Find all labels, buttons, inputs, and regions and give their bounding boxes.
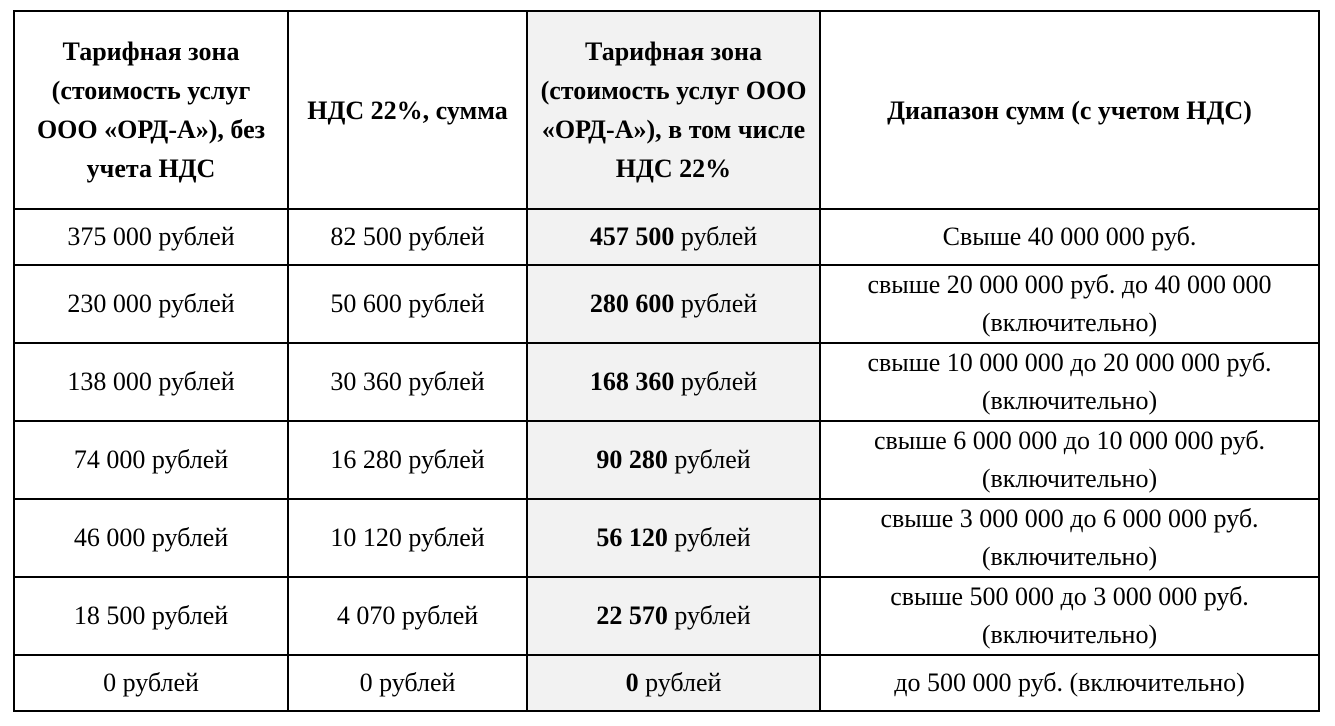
vat-amount-cell: 4 070 рублей	[288, 577, 527, 655]
net-price-cell: 46 000 рублей	[14, 499, 288, 577]
gross-price-unit: рублей	[667, 523, 751, 552]
amount-range-cell: до 500 000 руб. (включительно)	[820, 655, 1319, 711]
table-row	[14, 343, 1319, 421]
table-row	[14, 655, 1319, 711]
gross-price-value: 56 120	[596, 523, 668, 552]
gross-price-unit: рублей	[674, 222, 758, 251]
table-row	[14, 209, 1319, 265]
table-row	[14, 499, 1319, 577]
gross-price-value: 280 600	[589, 289, 675, 318]
amount-range-cell: свыше 6 000 000 до 10 000 000 руб. (включительно)	[820, 421, 1319, 499]
amount-range-cell: свыше 20 000 000 руб. до 40 000 000 (включительно)	[820, 265, 1319, 343]
header-gross-price: Тарифная зона (стоимость услуг ООО «ОРД-А»), в том числе НДС 22%	[527, 11, 820, 209]
net-price-cell: 230 000 рублей	[14, 265, 288, 343]
net-price-cell: 138 000 рублей	[14, 343, 288, 421]
gross-price-unit: рублей	[667, 445, 751, 474]
vat-amount-cell: 50 600 рублей	[288, 265, 527, 343]
gross-price-cell	[527, 209, 820, 265]
amount-range-cell: Свыше 40 000 000 руб.	[820, 209, 1319, 265]
table-row	[14, 265, 1319, 343]
net-price-cell: 18 500 рублей	[14, 577, 288, 655]
gross-price-unit: рублей	[638, 668, 722, 697]
vat-amount-cell: 16 280 рублей	[288, 421, 527, 499]
gross-price-value: 90 280	[596, 445, 668, 474]
gross-price-value: 457 500	[589, 222, 675, 251]
vat-amount-cell: 10 120 рублей	[288, 499, 527, 577]
vat-amount-cell: 30 360 рублей	[288, 343, 527, 421]
net-price-cell: 375 000 рублей	[14, 209, 288, 265]
gross-price-cell	[527, 421, 820, 499]
gross-price-unit: рублей	[674, 367, 758, 396]
gross-price-cell	[527, 499, 820, 577]
gross-price-cell	[527, 577, 820, 655]
tariff-table	[13, 10, 1320, 712]
table-header-row	[14, 11, 1319, 209]
gross-price-value: 22 570	[596, 601, 668, 630]
gross-price-value: 0	[625, 668, 639, 697]
header-net-price: Тарифная зона (стоимость услуг ООО «ОРД-А»), без учета НДС	[14, 11, 288, 209]
gross-price-cell	[527, 655, 820, 711]
amount-range-cell: свыше 500 000 до 3 000 000 руб. (включительно)	[820, 577, 1319, 655]
amount-range-cell: свыше 10 000 000 до 20 000 000 руб. (включительно)	[820, 343, 1319, 421]
gross-price-unit: рублей	[674, 289, 758, 318]
header-amount-range: Диапазон сумм (с учетом НДС)	[820, 11, 1319, 209]
gross-price-cell	[527, 265, 820, 343]
gross-price-unit: рублей	[667, 601, 751, 630]
gross-price-cell	[527, 343, 820, 421]
net-price-cell: 74 000 рублей	[14, 421, 288, 499]
vat-amount-cell: 0 рублей	[288, 655, 527, 711]
table-row	[14, 577, 1319, 655]
net-price-cell: 0 рублей	[14, 655, 288, 711]
amount-range-cell: свыше 3 000 000 до 6 000 000 руб. (включительно)	[820, 499, 1319, 577]
gross-price-value: 168 360	[589, 367, 675, 396]
header-vat-amount: НДС 22%, сумма	[288, 11, 527, 209]
vat-amount-cell: 82 500 рублей	[288, 209, 527, 265]
table-row	[14, 421, 1319, 499]
